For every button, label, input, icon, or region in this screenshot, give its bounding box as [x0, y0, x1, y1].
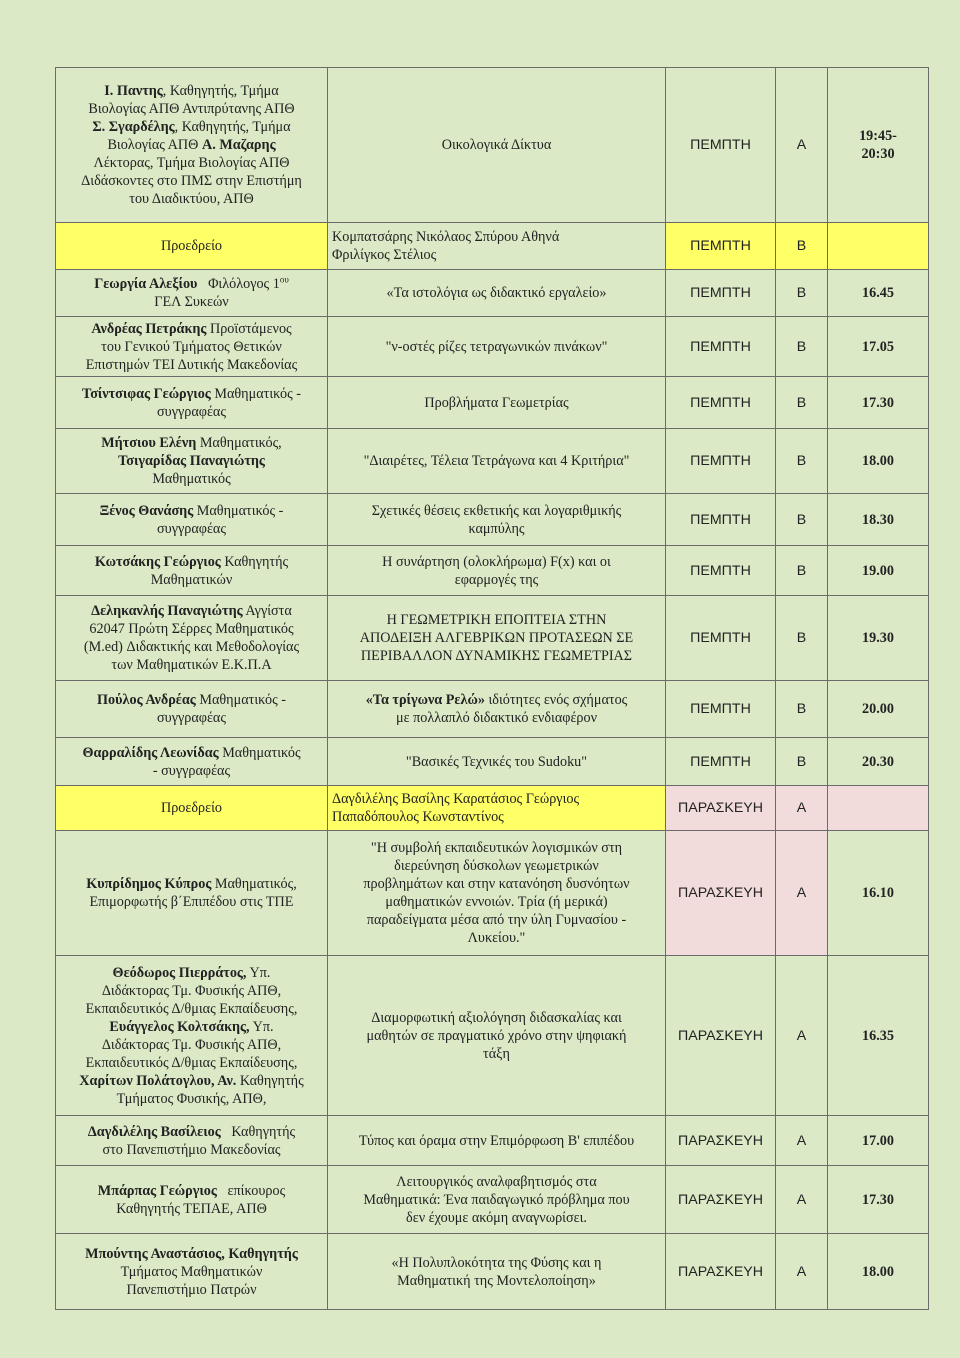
time-cell: 17.00 [828, 1116, 929, 1166]
title-cell: "Η συμβολή εκπαιδευτικών λογισμικών στη διερεύνηση δύσκολων γεωμετρικών προβλημάτων και στην κατανόηση δυσνόητων μαθηματικών εννοιών. Τρία (ή μερικά) παραδείγματα μέσα από την ύλη Γυμνασίου - Λυκείου." [328, 831, 666, 956]
chair-label-cell: Προεδρείο [56, 786, 328, 831]
time-cell: 20.00 [828, 681, 929, 738]
presenter-cell: Ανδρέας Πετράκης Προϊστάμενος του Γενικού Τμήματος Θετικών Επιστημών ΤΕΙ Δυτικής Μακεδονίας [56, 317, 328, 377]
table-row [56, 1166, 929, 1234]
time-cell: 17.30 [828, 1166, 929, 1234]
table-row [56, 596, 929, 681]
table-row [56, 429, 929, 494]
title-cell: Η ΓΕΩΜΕΤΡΙΚΗ ΕΠΟΠΤΕΙΑ ΣΤΗΝ ΑΠΟΔΕΙΞΗ ΑΛΓΕΒΡΙΚΩΝ ΠΡΟΤΑΣΕΩΝ ΣΕ ΠΕΡΙΒΑΛΛΟΝ ΔΥΝΑΜΙΚΗΣ ΓΕΩΜΕΤΡΙΑΣ [328, 596, 666, 681]
title-cell: «Τα ιστολόγια ως διδακτικό εργαλείο» [328, 270, 666, 317]
room-cell: Β [776, 223, 828, 270]
time-cell: 20.30 [828, 738, 929, 786]
day-cell: ΠΑΡΑΣΚΕΥΗ [666, 1116, 776, 1166]
day-cell: ΠΕΜΠΤΗ [666, 317, 776, 377]
time-cell: 16.10 [828, 831, 929, 956]
presenter-cell: Δεληκανλής Παναγιώτης Αγγίστα 62047 Πρώτη Σέρρες Μαθηματικός (M.ed) Διδακτικής και Μεθοδολογίας των Μαθηματικών Ε.Κ.Π.Α [56, 596, 328, 681]
day-cell: ΠΑΡΑΣΚΕΥΗ [666, 1166, 776, 1234]
room-cell: Β [776, 377, 828, 429]
title-cell: «Τα τρίγωνα Ρελώ» ιδιότητες ενός σχήματος με πολλαπλό διδακτικό ενδιαφέρον [328, 681, 666, 738]
table-row [56, 738, 929, 786]
time-cell: 18.00 [828, 1234, 929, 1310]
presenter-cell: Μήτσιου Ελένη Μαθηματικός, Τσιγαρίδας Παναγιώτης Μαθηματικός [56, 429, 328, 494]
presenter-cell: Θεόδωρος Πιερράτος, Υπ. Διδάκτορας Τμ. Φυσικής ΑΠΘ, Εκπαιδευτικός Δ/θμιας Εκπαίδευσης, Ευάγγελος Κολτσάκης, Υπ. Διδάκτορας Τμ. Φυσικής ΑΠΘ, Εκπαιδευτικός Δ/θμιας Εκπαίδευσης, Χαρίτων Πολάτογλου, Αν. Καθηγητής Τμήματος Φυσικής, ΑΠΘ, [56, 956, 328, 1116]
table-row [56, 377, 929, 429]
day-cell: ΠΕΜΠΤΗ [666, 429, 776, 494]
presenter-cell: Θαρραλίδης Λεωνίδας Μαθηματικός - συγγραφέας [56, 738, 328, 786]
table-row [56, 270, 929, 317]
day-cell: ΠΑΡΑΣΚΕΥΗ [666, 831, 776, 956]
room-cell: Α [776, 1234, 828, 1310]
table-row [56, 831, 929, 956]
time-cell: 17.30 [828, 377, 929, 429]
room-cell: Β [776, 494, 828, 546]
presenter-cell: Ξένος Θανάσης Μαθηματικός - συγγραφέας [56, 494, 328, 546]
day-cell: ΠΕΜΠΤΗ [666, 596, 776, 681]
chair-names-cell: Δαγδιλέλης Βασίλης Καρατάσιος Γεώργιος Παπαδόπουλος Κωνσταντίνος [328, 786, 666, 831]
room-cell: Α [776, 956, 828, 1116]
table-row [56, 956, 929, 1116]
title-cell: "Βασικές Τεχνικές του Sudoku" [328, 738, 666, 786]
table-row [56, 1234, 929, 1310]
day-cell: ΠΑΡΑΣΚΕΥΗ [666, 786, 776, 831]
day-cell: ΠΑΡΑΣΚΕΥΗ [666, 956, 776, 1116]
room-cell: Β [776, 596, 828, 681]
title-cell: Προβλήματα Γεωμετρίας [328, 377, 666, 429]
time-cell: 16.45 [828, 270, 929, 317]
title-cell: Διαμορφωτική αξιολόγηση διδασκαλίας και μαθητών σε πραγματικό χρόνο στην ψηφιακή τάξη [328, 956, 666, 1116]
room-cell: Β [776, 270, 828, 317]
room-cell: Β [776, 429, 828, 494]
time-cell: 18.00 [828, 429, 929, 494]
day-cell: ΠΕΜΠΤΗ [666, 223, 776, 270]
time-cell: 18.30 [828, 494, 929, 546]
table-row [56, 68, 929, 223]
day-cell: ΠΕΜΠΤΗ [666, 377, 776, 429]
title-cell: Η συνάρτηση (ολοκλήρωμα) F(x) και οι εφαρμογές της [328, 546, 666, 596]
room-cell: Β [776, 681, 828, 738]
day-cell: ΠΕΜΠΤΗ [666, 494, 776, 546]
title-cell: Σχετικές θέσεις εκθετικής και λογαριθμικής καμπύλης [328, 494, 666, 546]
schedule-table [55, 67, 929, 1310]
chair-label-cell: Προεδρείο [56, 223, 328, 270]
room-cell: Β [776, 546, 828, 596]
day-cell: ΠΑΡΑΣΚΕΥΗ [666, 1234, 776, 1310]
time-cell: 17.05 [828, 317, 929, 377]
table-row [56, 317, 929, 377]
table-row [56, 223, 929, 270]
title-cell: Λειτουργικός αναλφαβητισμός στα Μαθηματικά: Ένα παιδαγωγικό πρόβλημα που δεν έχουμε ακόμη αναγνωρίσει. [328, 1166, 666, 1234]
presenter-cell: Πούλος Ανδρέας Μαθηματικός - συγγραφέας [56, 681, 328, 738]
room-cell: Β [776, 738, 828, 786]
title-cell: "ν-οστές ρίζες τετραγωνικών πινάκων" [328, 317, 666, 377]
title-cell: "Διαιρέτες, Τέλεια Τετράγωνα και 4 Κριτήρια" [328, 429, 666, 494]
room-cell: Α [776, 1166, 828, 1234]
room-cell: Β [776, 317, 828, 377]
day-cell: ΠΕΜΠΤΗ [666, 270, 776, 317]
presenter-cell: Τσίντσιφας Γεώργιος Μαθηματικός - συγγραφέας [56, 377, 328, 429]
table-row [56, 494, 929, 546]
presenter-cell: Μπούντης Αναστάσιος, Καθηγητής Τμήματος Μαθηματικών Πανεπιστήμιο Πατρών [56, 1234, 328, 1310]
presenter-cell: Μπάρπας Γεώργιος επίκουρος Καθηγητής ΤΕΠΑΕ, ΑΠΘ [56, 1166, 328, 1234]
presenter-cell: Κυπρίδημος Κύπρος Μαθηματικός, Επιμορφωτής β΄Επιπέδου στις ΤΠΕ [56, 831, 328, 956]
day-cell: ΠΕΜΠΤΗ [666, 681, 776, 738]
day-cell: ΠΕΜΠΤΗ [666, 738, 776, 786]
room-cell: Α [776, 68, 828, 223]
time-cell [828, 223, 929, 270]
time-cell [828, 786, 929, 831]
table-row [56, 546, 929, 596]
room-cell: Α [776, 786, 828, 831]
presenter-cell: Κωτσάκης Γεώργιος Καθηγητής Μαθηματικών [56, 546, 328, 596]
time-cell: 19:45- 20:30 [828, 68, 929, 223]
title-cell: Τύπος και όραμα στην Επιμόρφωση Β' επιπέδου [328, 1116, 666, 1166]
day-cell: ΠΕΜΠΤΗ [666, 546, 776, 596]
time-cell: 19.00 [828, 546, 929, 596]
table-row [56, 786, 929, 831]
time-cell: 19.30 [828, 596, 929, 681]
room-cell: Α [776, 1116, 828, 1166]
title-cell: «Η Πολυπλοκότητα της Φύσης και η Μαθηματική της Μοντελοποίηση» [328, 1234, 666, 1310]
chair-names-cell: Κομπατσάρης Νικόλαος Σπύρου Αθηνά Φριλίγκος Στέλιος [328, 223, 666, 270]
table-row [56, 1116, 929, 1166]
presenter-cell: Γεωργία Αλεξίου Φιλόλογος $1^{o\upsilon}$ ΓΕΛ Συκεών [56, 270, 328, 317]
presenter-cell: Ι. Παντης, Καθηγητής, Τμήμα Βιολογίας ΑΠΘ Αντιπρύτανης ΑΠΘ Σ. Σγαρδέλης, Καθηγητής, Τμήμα Βιολογίας ΑΠΘ Α. Μαζαρης Λέκτορας, Τμήμα Βιολογίας ΑΠΘ Διδάσκοντες στο ΠΜΣ στην Επιστήμη του Διαδικτύου, ΑΠΘ [56, 68, 328, 223]
presenter-cell: Δαγδιλέλης Βασίλειος Καθηγητής στο Πανεπιστήμιο Μακεδονίας [56, 1116, 328, 1166]
room-cell: Α [776, 831, 828, 956]
table-row [56, 681, 929, 738]
title-cell: Οικολογικά Δίκτυα [328, 68, 666, 223]
day-cell: ΠΕΜΠΤΗ [666, 68, 776, 223]
time-cell: 16.35 [828, 956, 929, 1116]
